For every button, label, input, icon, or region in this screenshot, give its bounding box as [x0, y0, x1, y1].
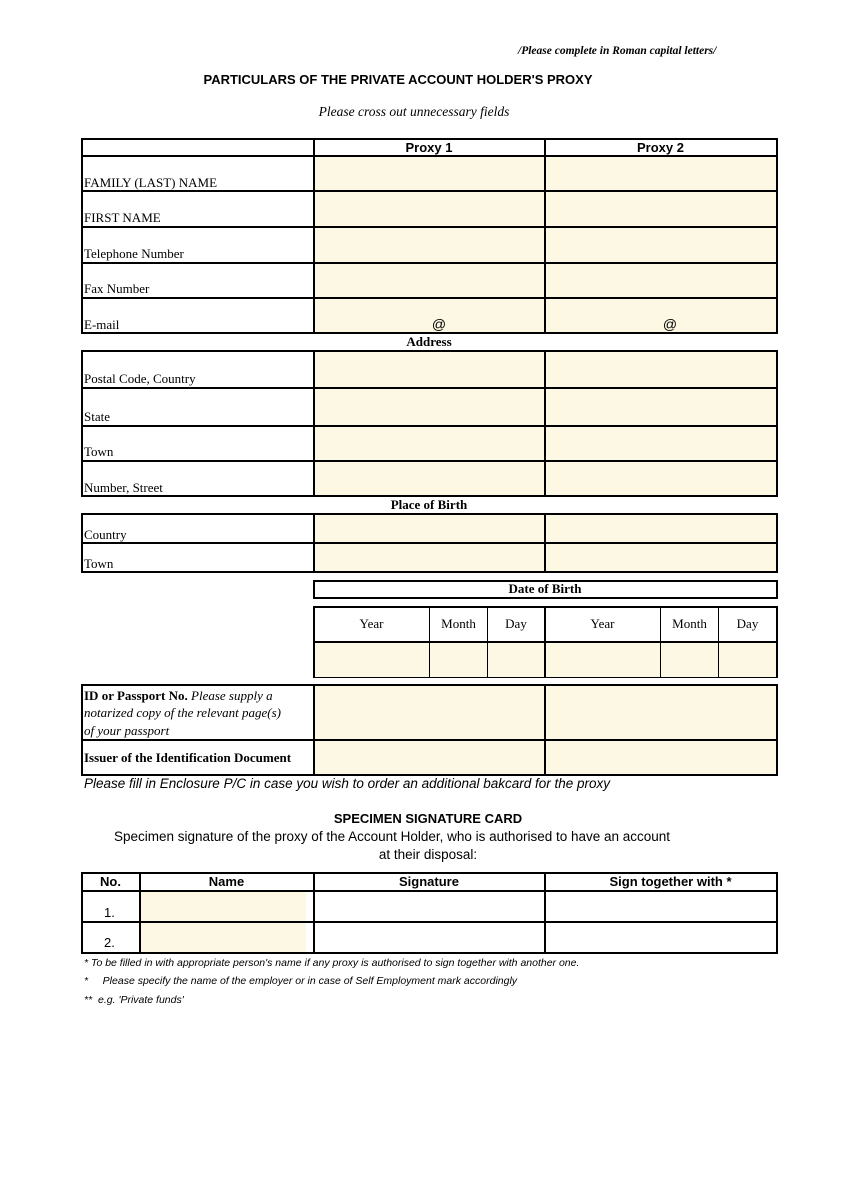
address-heading: Address [406, 334, 452, 349]
footnote: * To be filled in with appropriate person's name if any proxy is authorised to sign together with another one. [84, 957, 580, 969]
address-proxy1-fill[interactable] [314, 352, 544, 496]
email-label: E-mail [84, 317, 120, 332]
id-instruction: Please supply a [191, 688, 273, 703]
town-label: Town [84, 444, 114, 459]
signature-card-description: Specimen signature of the proxy of the Account Holder, who is authorised to have an account [113, 829, 671, 844]
state-label: State [84, 409, 110, 424]
col-name-header: Name [208, 874, 245, 889]
id-instruction: of your passport [84, 723, 170, 738]
col-sign-together-header: Sign together with * [609, 874, 732, 889]
dob-day-header: Day [505, 616, 527, 631]
col-no-header: No. [100, 874, 121, 889]
page-title: PARTICULARS OF THE PRIVATE ACCOUNT HOLDER'S PROXY [203, 72, 593, 87]
family-name-label: FAMILY (LAST) NAME [84, 175, 218, 190]
place-of-birth-heading: Place of Birth [390, 497, 468, 512]
postal-code-label: Postal Code, Country [84, 371, 196, 386]
address-proxy2-fill[interactable] [545, 352, 776, 496]
proxy2-fill-area[interactable] [545, 157, 776, 333]
dob-month-header: Month [672, 616, 707, 631]
telephone-label: Telephone Number [84, 246, 184, 261]
footnote: * Please specify the name of the employer or in case of Self Employment mark accordingly [84, 975, 518, 987]
page-subtitle: Please cross out unnecessary fields [318, 104, 510, 119]
footnote: ** e.g. 'Private funds' [84, 994, 184, 1006]
proxy1-fill-area[interactable] [314, 157, 544, 333]
street-label: Number, Street [84, 480, 163, 495]
email-at-icon: @ [431, 316, 447, 332]
proxy2-header: Proxy 2 [637, 140, 684, 155]
id-instruction: notarized copy of the relevant page(s) [84, 705, 281, 720]
issuer-label: Issuer of the Identification Document [84, 750, 292, 765]
fax-label: Fax Number [84, 281, 150, 296]
col-signature-header: Signature [399, 874, 459, 889]
instruction-note: /Please complete in Roman capital letters/ [518, 45, 717, 57]
row-number: 2. [104, 935, 115, 950]
enclosure-note: Please fill in Enclosure P/C in case you wish to order an additional bakcard for the proxy [84, 776, 611, 791]
dob-day-header: Day [736, 616, 759, 631]
id-proxy2-fill[interactable] [545, 686, 776, 774]
id-proxy1-fill[interactable] [314, 686, 544, 774]
id-passport-label: ID or Passport No. [84, 688, 188, 703]
signature-card-title: SPECIMEN SIGNATURE CARD [333, 811, 523, 826]
row-number: 1. [104, 905, 115, 920]
dob-year-header: Year [590, 616, 615, 631]
proxy1-header: Proxy 1 [405, 140, 453, 155]
date-of-birth-heading: Date of Birth [508, 581, 582, 596]
birth-country-label: Country [84, 527, 127, 542]
email-at-icon: @ [662, 316, 678, 332]
birth-town-label: Town [84, 556, 114, 571]
signature-card-description: at their disposal: [378, 847, 478, 862]
first-name-label: FIRST NAME [84, 210, 161, 225]
dob-year-header: Year [359, 616, 384, 631]
dob-month-header: Month [441, 616, 476, 631]
